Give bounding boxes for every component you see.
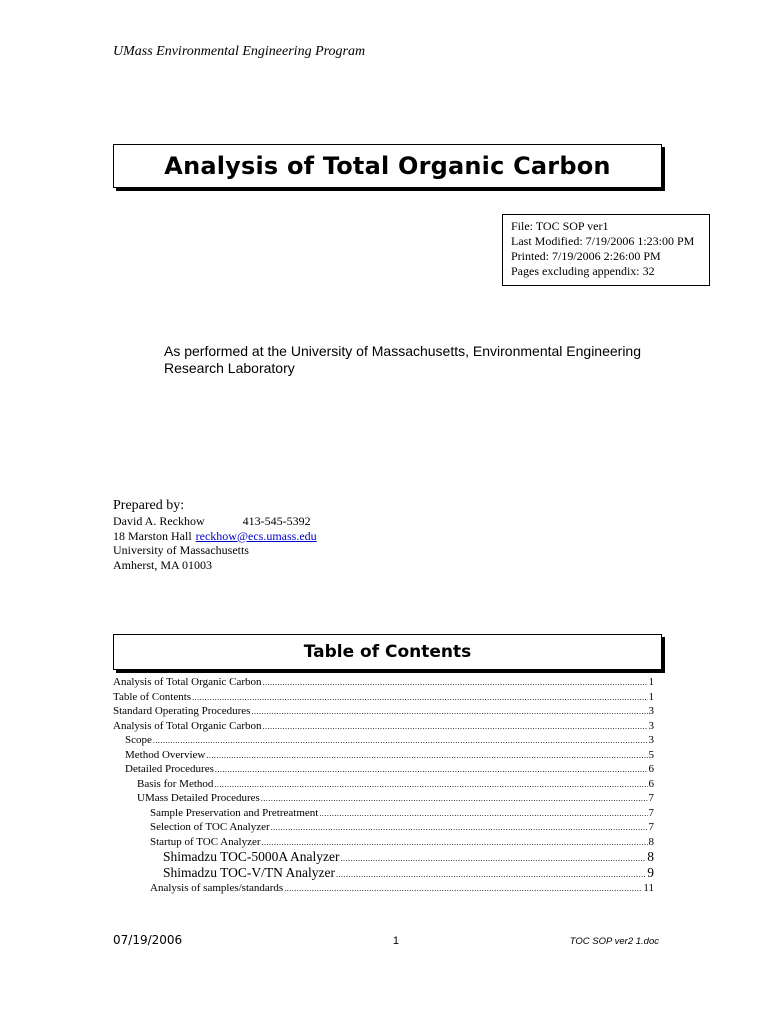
toc-leader-dots: [271, 821, 648, 836]
toc-entry[interactable]: [113, 719, 654, 734]
toc-leader-dots: [251, 705, 647, 720]
toc-entry[interactable]: [113, 865, 654, 881]
toc-entry-label: Method Overview: [125, 748, 206, 761]
author-name: David A. Reckhow: [113, 514, 205, 528]
document-title: Analysis of Total Organic Carbon: [164, 152, 611, 180]
toc-entry-label: Analysis of Total Organic Carbon: [113, 676, 262, 688]
toc-entry-page: 3: [648, 705, 654, 717]
toc-entry[interactable]: [113, 733, 654, 748]
toc-entry-page: 5: [648, 748, 654, 761]
toc-entry-page: 8: [648, 835, 654, 848]
toc-leader-dots: [340, 851, 646, 867]
toc-entry[interactable]: [113, 762, 654, 777]
printed-date: Printed: 7/19/2006 2:26:00 PM: [511, 249, 661, 263]
toc-entry-label: Scope: [125, 734, 152, 746]
file-info-box: [502, 214, 710, 286]
university-line: University of Massachusetts: [113, 543, 249, 557]
toc-entry[interactable]: [113, 820, 654, 835]
toc-entry-page: 1: [648, 690, 654, 703]
toc-leader-dots: [263, 720, 648, 735]
toc-entry-label: Table of Contents: [113, 690, 192, 703]
toc-leader-dots: [192, 691, 647, 706]
toc-entry-label: Analysis of samples/standards: [150, 882, 284, 894]
toc-entry[interactable]: [113, 806, 654, 821]
toc-entry-label: Basis for Method: [137, 777, 214, 790]
toc-entry-page: 7: [648, 806, 654, 819]
footer-filename: TOC SOP ver2 1.doc: [569, 936, 659, 947]
toc-entry[interactable]: [113, 675, 654, 690]
page-footer: [113, 933, 659, 949]
title-box: [113, 144, 662, 188]
toc-entry[interactable]: [113, 835, 654, 850]
city-line: Amherst, MA 01003: [113, 557, 212, 572]
toc-entry-page: 9: [647, 865, 654, 880]
toc-leader-dots: [214, 778, 647, 793]
toc-leader-dots: [206, 749, 647, 764]
toc-entry[interactable]: [113, 704, 654, 719]
toc-leader-dots: [262, 836, 648, 851]
file-name: File: TOC SOP ver1: [511, 219, 609, 233]
toc-leader-dots: [263, 676, 648, 691]
toc-entry-label: UMass Detailed Procedures: [137, 792, 260, 804]
toc-entry[interactable]: [113, 777, 654, 792]
toc-entry[interactable]: [113, 881, 654, 896]
page-count: Pages excluding appendix: 32: [511, 264, 655, 278]
footer-date: 07/19/2006: [113, 933, 183, 947]
toc-leader-dots: [284, 882, 642, 897]
toc-entry-page: 7: [648, 821, 654, 833]
toc-leader-dots: [215, 763, 648, 778]
toc-entry-label: Sample Preservation and Pretreatment: [150, 806, 319, 819]
toc-heading: Table of Contents: [303, 642, 472, 662]
toc-entry-label: Shimadzu TOC-5000A Analyzer: [163, 849, 340, 864]
last-modified: Last Modified: 7/19/2006 1:23:00 PM: [511, 234, 695, 248]
toc-entry-page: 6: [648, 763, 654, 775]
toc-entry-label: Standard Operating Procedures: [113, 705, 251, 717]
prepared-by-label: Prepared by:: [113, 498, 185, 513]
toc-entry-label: Selection of TOC Analyzer: [150, 821, 270, 833]
program-header: UMass Environmental Engineering Program: [113, 44, 366, 59]
toc-entry-label: Detailed Procedures: [125, 763, 214, 775]
footer-page-number: 1: [392, 935, 400, 947]
toc-entry[interactable]: [113, 748, 654, 763]
toc-leader-dots: [319, 807, 647, 822]
toc-entry[interactable]: [113, 690, 654, 705]
toc-entry-page: 6: [648, 777, 654, 790]
toc-entry-page: 7: [648, 792, 654, 804]
toc-leader-dots: [336, 867, 646, 883]
performed-at-text: As performed at the University of Massachusetts, Environmental Engineering Research Laboratory: [164, 343, 642, 376]
toc-entry-page: 3: [648, 734, 654, 746]
toc-heading-box: [113, 634, 662, 670]
toc-leader-dots: [153, 734, 648, 749]
toc-entry[interactable]: [113, 791, 654, 806]
toc-entry-page: 8: [647, 849, 654, 864]
toc-entry-label: Startup of TOC Analyzer: [150, 835, 261, 848]
prepared-by-block: [113, 497, 317, 572]
toc-entry-page: 1: [648, 676, 654, 688]
toc-entry[interactable]: [113, 849, 654, 865]
toc-list: [113, 675, 654, 896]
email-link[interactable]: reckhow@ecs.umass.edu: [195, 528, 317, 543]
toc-entry-page: 3: [648, 719, 654, 732]
toc-entry-label: Shimadzu TOC-V/TN Analyzer: [163, 865, 335, 880]
toc-entry-label: Analysis of Total Organic Carbon: [113, 719, 262, 732]
toc-entry-page: 11: [643, 882, 654, 894]
address-line: 18 Marston Hall: [113, 528, 192, 543]
toc-leader-dots: [261, 792, 648, 807]
author-phone: 413-545-5392: [242, 514, 311, 528]
